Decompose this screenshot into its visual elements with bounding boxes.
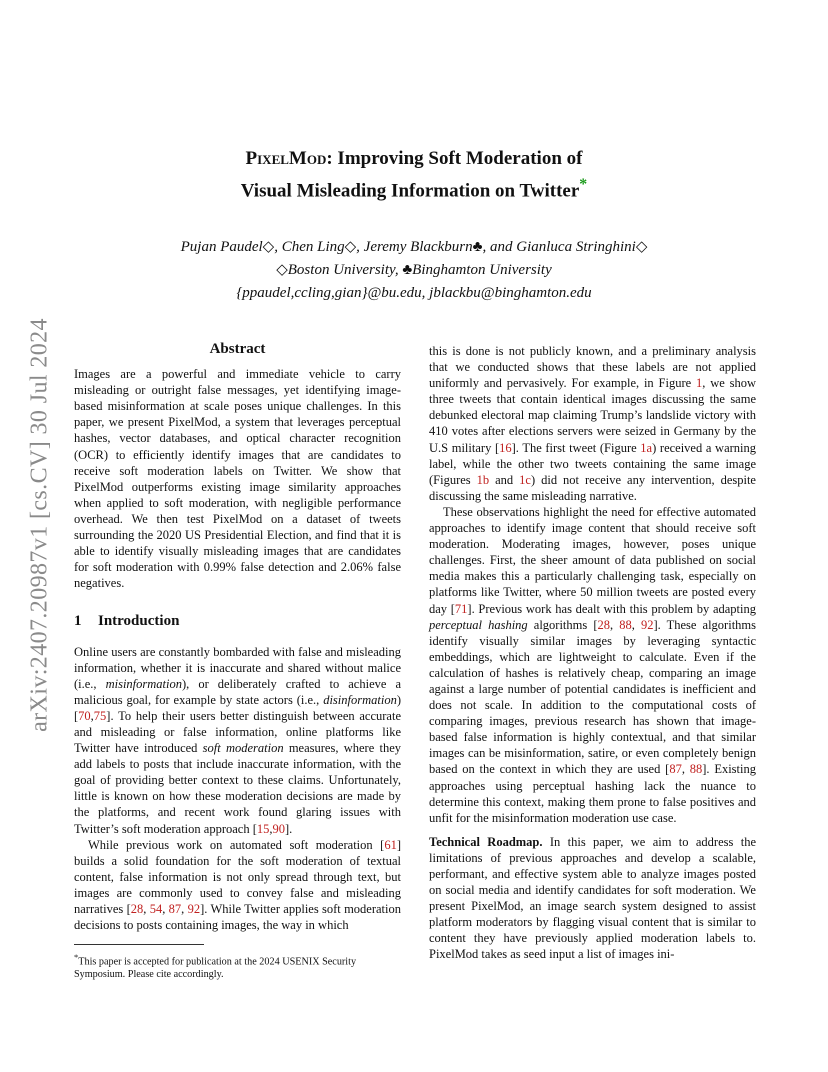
author-list: Pujan Paudel◇, Chen Ling◇, Jeremy Blackburn♣, and Gianluca Stringhini◇ xyxy=(180,239,648,255)
citation-link[interactable]: 15 xyxy=(256,821,270,836)
figure-link[interactable]: 1b xyxy=(476,472,490,487)
title-line2: Visual Misleading Information on Twitter xyxy=(240,180,580,202)
arxiv-stamp-text: arXiv:2407.20987v1 [cs.CV] 30 Jul 2024 xyxy=(26,318,53,732)
author-affiliations: ◇Boston University, ♣Binghamton University xyxy=(276,262,552,278)
citation-link[interactable]: 54 xyxy=(149,902,163,916)
citation-link[interactable]: 90 xyxy=(272,821,285,836)
citation-link[interactable]: 88 xyxy=(619,617,632,632)
intro-paragraph-1: Online users are constantly bombarded with false and misleading information, whether it is inaccurate and shared without malice (i.e., misinformation), or deliberately crafted to achieve a malicious goal, for example by state actors (i.e., disinformation) [70,75]. To help their users better distinguish between accurate and misleading or false information, online platforms like Twitter have introduced soft moderation measures, where they add labels to posts that include inaccurate information, with the goal of providing better context to these claims. Unfortunately, little is known on how these moderation decisions are made by the platforms, and recent work found glaring issues with Twitter’s soft moderation approach [15,90]. xyxy=(74,644,401,836)
citation-link[interactable]: 28 xyxy=(597,617,610,632)
footnote-rule xyxy=(74,944,204,945)
citation-link[interactable]: 75 xyxy=(93,708,107,723)
figure-link[interactable]: 1a xyxy=(640,440,653,455)
figure-link[interactable]: 1c xyxy=(519,472,531,487)
footnote-mark: * xyxy=(74,952,79,962)
abstract-text: Images are a powerful and immediate vehicle to carry misleading or outright false messages, yet identifying image-based misinformation at scale poses unique challenges. In this paper, we present PixelMod, a system that leverages perceptual hashes, vector databases, and optical character recognition (OCR) to efficiently identify images that are candidates to receive soft moderation labels on Twitter. We show that PixelMod outperforms existing image similarity approaches when applied to soft moderation, with negligible performance overhead. We then test PixelMod on a dataset of tweets surrounding the 2020 US Presidential Election, and find that it is able to identify visually misleading images that are candidates for soft moderation with 0.99% false detection and 2.06% false negatives. xyxy=(74,367,401,591)
figure-link[interactable]: 1 xyxy=(695,376,703,391)
citation-link[interactable]: 92 xyxy=(187,902,201,916)
citation-link[interactable]: 87 xyxy=(669,762,682,777)
author-block xyxy=(100,236,728,305)
citation-link[interactable]: 88 xyxy=(689,762,703,777)
section-number: 1 xyxy=(74,613,82,630)
author-emails: {ppaudel,ccling,gian}@bu.edu, jblackbu@binghamton.edu xyxy=(236,285,592,301)
abstract-heading: Abstract xyxy=(209,341,266,357)
citation-link[interactable]: 28 xyxy=(130,902,144,916)
citation-link[interactable]: 16 xyxy=(499,440,512,455)
citation-link[interactable]: 61 xyxy=(384,837,397,852)
paragraph-lead: Technical Roadmap. xyxy=(429,834,543,849)
section-title: Introduction xyxy=(98,613,180,630)
right-column xyxy=(429,343,756,963)
title-system-name: PixelMod xyxy=(245,148,327,169)
intro-paragraph-2: While previous work on automated soft moderation [61] builds a solid foundation for the soft moderation of textual content, false information is not only spread through text, but images are commonly used to convey false and misleading narratives [28, 54, 87, 92]. While Twitter applies soft moderation decisions to posts containing images, the way in which xyxy=(74,837,402,933)
right-paragraph-1: this is done is not publicly known, and a preliminary analysis that we conducted shows that these labels are not applied uniformly and pervasively. For example, in Figure 1, we show three tweets that contain identical images discussing the same debunked electoral map claiming Trump’s landslide victory with 410 votes after elections servers were seized in Germany by the U.S military [16]. The first tweet (Figure 1a) received a warning label, while the other two tweets containing the same image (Figures 1b and 1c) did not receive any intervention, despite discussing the same misleading narrative. xyxy=(429,344,757,503)
right-paragraph-2: These observations highlight the need for effective automated approaches to identify image content that should receive soft moderation. Moderating images, however, poses unique challenges. First, the sheer amount of data published on social media makes this a particularly challenging task, especially on platforms like Twitter, where 50 million tweets are posted every day [71]. Previous work has dealt with this problem by adapting perceptual hashing algorithms [28, 88, 92]. These algorithms identify visually similar images by leveraging syntactic embeddings, which are lightweight to calculate. Even if the calculation of hashes is relatively cheap, comparing an image against a large number of potential candidates is inefficient and does not scale. In addition to the computational costs of comparing images, previous research has shown that image-based false information is highly contextual, and that similar images can be misinformation, satire, or even completely benign based on the context in which they are used [87, 88]. Existing approaches using perceptual hashing lack the nuance to determine this context, making them prone to false positives and unfit for the misinformation moderation use case. xyxy=(429,504,756,825)
citation-link[interactable]: 70 xyxy=(78,708,91,723)
paper-title xyxy=(120,146,708,204)
citation-link[interactable]: 71 xyxy=(454,601,468,616)
arxiv-stamp xyxy=(22,290,58,760)
section-heading xyxy=(74,613,401,629)
footnote xyxy=(74,944,401,981)
title-footnote-mark[interactable]: * xyxy=(579,176,588,193)
title-line1: : Improving Soft Moderation of xyxy=(326,148,583,169)
right-paragraph-3: Technical Roadmap. In this paper, we aim to address the limitations of previous approaches and develop a scalable, performant, and effective system able to analyze images posted on social media and identify candidates for soft moderation. We present PixelMod, an image search system designed to assist platform moderators by flagging visual content that is similar to content they have previously applied moderation labels to. PixelMod takes as seed input a list of images ini- xyxy=(429,834,756,962)
footnote-text: This paper is accepted for publication at the 2024 USENIX Security Symposium. Please cite accordingly. xyxy=(74,956,357,981)
citation-link[interactable]: 92 xyxy=(640,617,654,632)
citation-link[interactable]: 87 xyxy=(168,902,182,916)
left-column xyxy=(74,341,401,933)
